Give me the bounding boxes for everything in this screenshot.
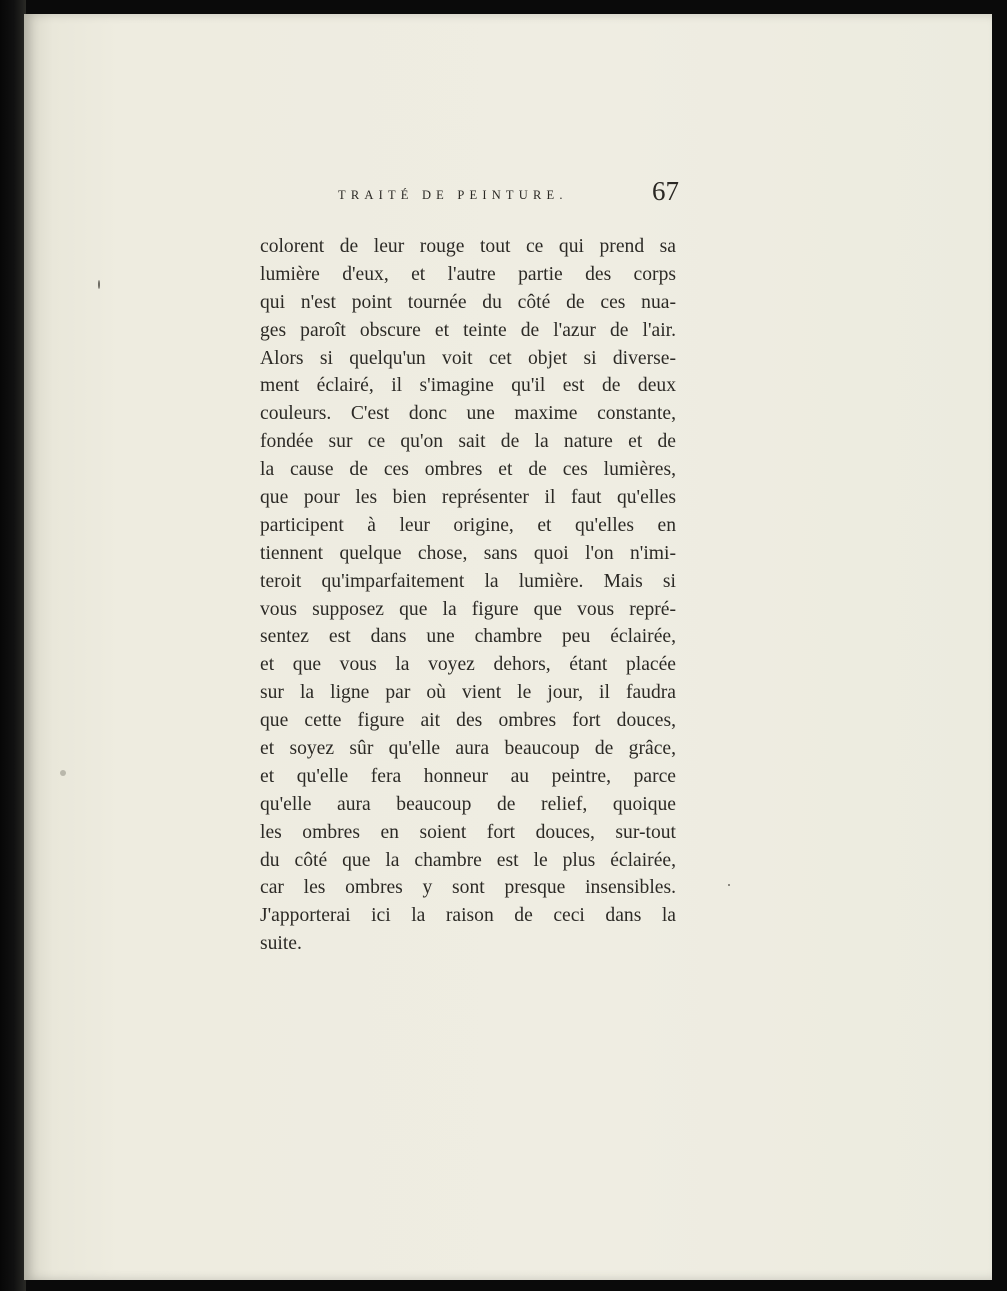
book-spine-shadow	[0, 0, 26, 1291]
text-line: ges paroît obscure et teinte de l'azur de l'air.	[260, 319, 676, 341]
paper-mark	[98, 280, 100, 289]
paper-mark	[60, 770, 66, 776]
text-line: car les ombres y sont presque insensibles.	[260, 877, 676, 899]
text-line: tiennent quelque chose, sans quoi l'on n'imi-	[260, 542, 676, 564]
text-line: et que vous la voyez dehors, étant placée	[260, 654, 676, 676]
running-head	[316, 176, 680, 216]
text-line: que pour les bien représenter il faut qu'elles	[260, 487, 676, 509]
text-line: qui n'est point tournée du côté de ces nua-	[260, 291, 676, 313]
text-line: teroit qu'imparfaitement la lumière. Mais si	[260, 570, 676, 592]
text-line: les ombres en soient fort douces, sur-tout	[260, 821, 676, 843]
text-line: qu'elle aura beaucoup de relief, quoique	[260, 793, 676, 815]
text-line: participent à leur origine, et qu'elles en	[260, 514, 676, 536]
text-line: fondée sur ce qu'on sait de la nature et de	[260, 431, 676, 453]
text-line: couleurs. C'est donc une maxime constante,	[260, 403, 676, 425]
text-line: ment éclairé, il s'imagine qu'il est de deux	[260, 375, 676, 397]
text-line: J'apporterai ici la raison de ceci dans la	[260, 905, 676, 927]
running-title: TRAITÉ DE PEINTURE.	[338, 188, 568, 202]
text-line: sentez est dans une chambre peu éclairée,	[260, 626, 676, 648]
text-line: colorent de leur rouge tout ce qui prend sa	[260, 236, 676, 257]
text-line: Alors si quelqu'un voit cet objet si diverse-	[260, 347, 676, 369]
text-line: lumière d'eux, et l'autre partie des corps	[260, 263, 676, 285]
text-line: vous supposez que la figure que vous repré-	[260, 598, 676, 620]
text-line: que cette figure ait des ombres fort douces,	[260, 710, 676, 732]
text-line: et soyez sûr qu'elle aura beaucoup de grâce,	[260, 738, 676, 760]
text-line: sur la ligne par où vient le jour, il faudra	[260, 682, 676, 704]
paper-mark	[728, 884, 730, 886]
body-text	[260, 233, 676, 958]
text-line: du côté que la chambre est le plus éclairée,	[260, 849, 676, 871]
text-line-last: suite.	[260, 933, 302, 955]
page-number: 67	[652, 176, 679, 206]
text-line: et qu'elle fera honneur au peintre, parce	[260, 765, 676, 787]
text-line: la cause de ces ombres et de ces lumières,	[260, 459, 676, 481]
